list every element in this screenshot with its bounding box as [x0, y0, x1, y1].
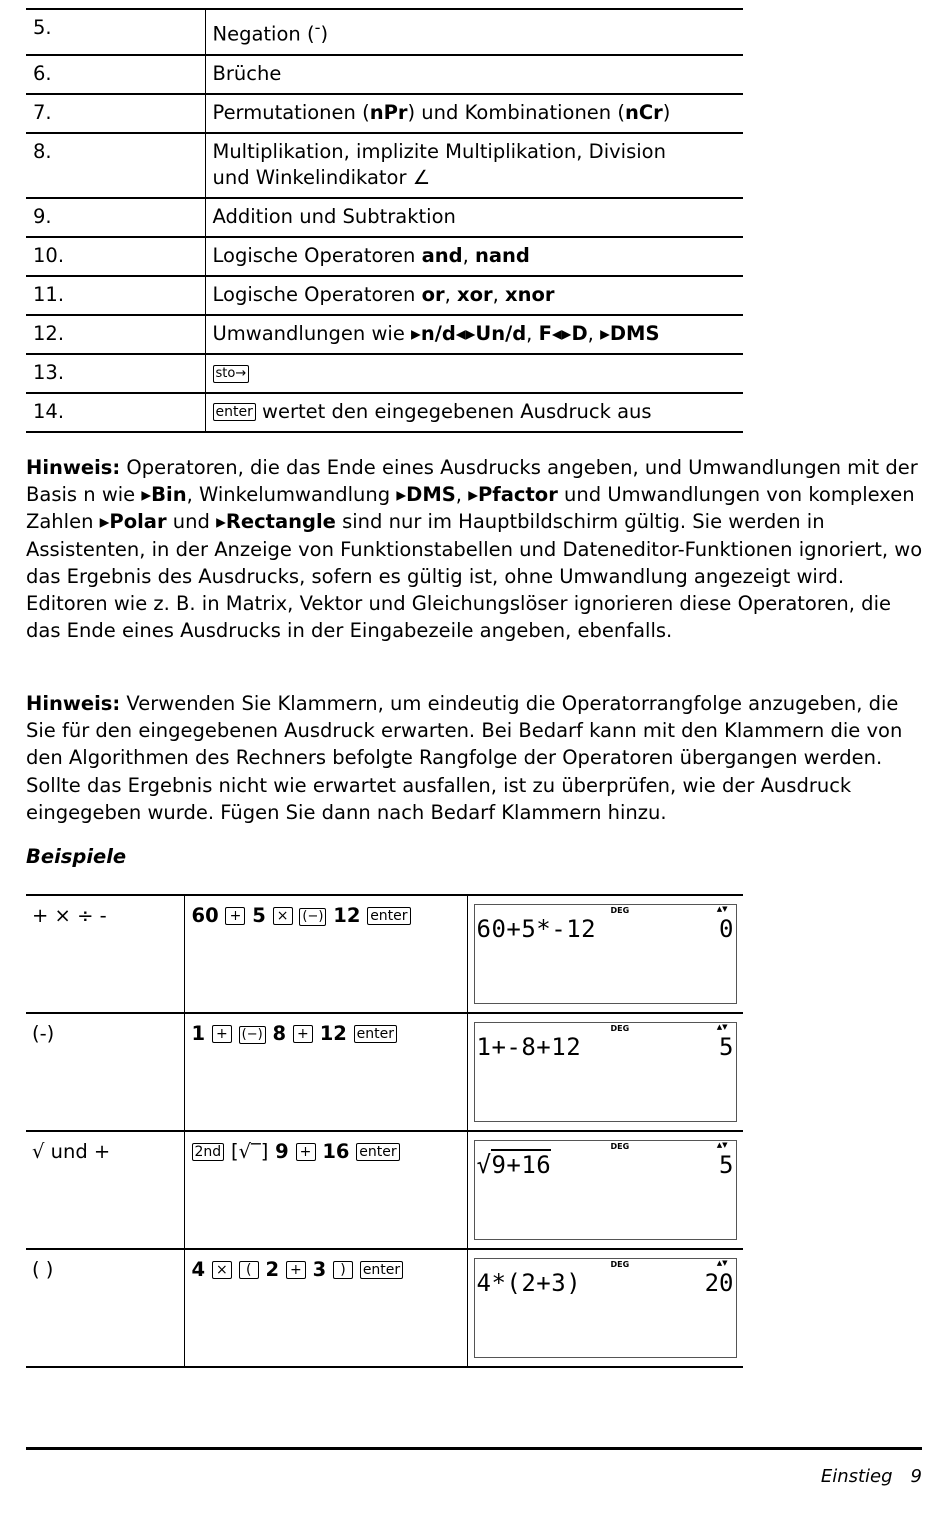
page-footer	[821, 1466, 922, 1487]
operator-name: ▸Pfactor	[468, 483, 558, 507]
keystroke-number: 2	[265, 1258, 280, 1281]
operator-name: ▸Bin	[141, 483, 187, 507]
enter-key-icon: enter	[367, 907, 410, 925]
operator-cell: (-)	[26, 1013, 184, 1131]
angle-mode-indicator: DEG	[610, 1024, 630, 1033]
sqrt-key-icon: [√‾]	[230, 1140, 269, 1163]
operator-cell: + × ÷ -	[26, 895, 184, 1013]
row-number: 9.	[26, 198, 205, 237]
note-text: , Winkelumwandlung	[186, 483, 397, 507]
scroll-arrows-icon: ▲▼	[716, 1023, 728, 1031]
plus-key-icon: +	[212, 1025, 232, 1043]
screen-cell	[467, 1131, 743, 1249]
screen-expression: 4*(2+3)	[476, 1269, 582, 1297]
footer-section: Einstieg	[820, 1466, 893, 1487]
operator-name: F◂▸D	[538, 321, 588, 345]
row-number: 7.	[26, 94, 205, 133]
calculator-screen	[474, 1258, 737, 1358]
row-text: wertet den eingegebenen Ausdruck aus	[255, 399, 652, 423]
multiply-key-icon: ×	[212, 1261, 232, 1279]
row-text: Multiplikation, implizite Multiplikation, Division	[212, 139, 666, 163]
operator-name: ▸n/d◂▸Un/d	[411, 321, 527, 345]
enter-key-icon: enter	[354, 1025, 397, 1043]
keystrokes-cell	[184, 895, 467, 1013]
table-row	[26, 393, 743, 432]
open-paren-key-icon: (	[239, 1261, 259, 1279]
angle-mode-indicator: DEG	[610, 906, 630, 915]
screen-expression: 60+5*-12	[476, 915, 597, 943]
example-row	[26, 1131, 743, 1249]
screen-result: 0	[719, 915, 734, 943]
screen-cell	[467, 1249, 743, 1367]
row-number: 10.	[26, 237, 205, 276]
plus-key-icon: +	[293, 1025, 313, 1043]
row-description	[205, 9, 743, 55]
row-text: ,	[492, 282, 506, 306]
scroll-arrows-icon: ▲▼	[716, 1259, 728, 1267]
row-text: )	[320, 22, 329, 46]
plus-key-icon: +	[296, 1143, 316, 1161]
row-description	[205, 315, 743, 354]
calculator-screen	[474, 1022, 737, 1122]
note-text: Operatoren, die das Ende eines Ausdrucks angeben, und Umwandlungen mit der Basis n wie	[26, 456, 918, 507]
scroll-arrows-icon: ▲▼	[716, 905, 728, 913]
screen-result: 5	[719, 1151, 734, 1179]
operator-name: ▸DMS	[396, 483, 456, 507]
angle-mode-indicator: DEG	[610, 1142, 630, 1151]
screen-expression: 1+-8+12	[476, 1033, 582, 1061]
table-row	[26, 55, 743, 94]
table-row	[26, 315, 743, 354]
row-number: 13.	[26, 354, 205, 393]
calculator-screen	[474, 904, 737, 1004]
note-text: und	[166, 510, 217, 534]
row-description: Brüche	[205, 55, 743, 94]
operator-name: xnor	[505, 282, 555, 306]
row-text: )	[662, 100, 671, 124]
keystroke-number: 1	[191, 1022, 206, 1045]
screen-result: 20	[704, 1269, 734, 1297]
precedence-table	[26, 8, 743, 433]
plus-key-icon: +	[225, 907, 245, 925]
row-text: Umwandlungen wie	[212, 321, 412, 345]
operator-name: nand	[475, 243, 530, 267]
row-number: 6.	[26, 55, 205, 94]
keystroke-number: 9	[275, 1140, 289, 1163]
enter-key-icon: enter	[213, 403, 256, 421]
row-text: und Winkelindikator ∠	[212, 165, 431, 189]
negate-key-icon: (−)	[239, 1026, 266, 1044]
keystroke-number: 4	[191, 1258, 206, 1281]
sto-key-icon: sto→	[213, 365, 250, 383]
calculator-screen	[474, 1140, 737, 1240]
note-text: Verwenden Sie Klammern, um eindeutig die Operatorrangfolge anzugeben, die Sie für den eingegebenen Ausdruck erwarten. Bei Bedarf kann mit den Klammern die von den Algorithmen des Rechners befolgte Rangfolge der Operatoren übergangen werden. Sollte das Ergebnis nicht wie erwartet ausfallen, ist zu überprüfen, wie der Ausdruck eingegeben wurde. Fügen Sie dann nach Bedarf Klammern hinzu.	[26, 692, 903, 824]
operator-name: ▸Polar	[99, 510, 167, 534]
screen-expression	[477, 1151, 552, 1179]
keystrokes-cell	[184, 1013, 467, 1131]
negation-sign: -	[314, 18, 321, 37]
note-paragraph	[26, 454, 926, 644]
example-row	[26, 895, 743, 1013]
operator-name: and	[421, 243, 463, 267]
footer-divider	[26, 1447, 922, 1450]
enter-key-icon: enter	[356, 1143, 399, 1161]
operator-name: nPr	[369, 100, 408, 124]
radicand: 9+16	[491, 1151, 552, 1179]
note-text: ,	[455, 483, 469, 507]
operator-name: ▸DMS	[600, 321, 660, 345]
row-text: ,	[526, 321, 539, 345]
scroll-arrows-icon: ▲▼	[716, 1141, 728, 1149]
row-description	[205, 94, 743, 133]
table-row	[26, 9, 743, 55]
examples-table	[26, 894, 743, 1368]
operator-name: nCr	[624, 100, 663, 124]
row-description	[205, 237, 743, 276]
enter-key-icon: enter	[360, 1261, 403, 1279]
table-row	[26, 276, 743, 315]
row-text: Logische Operatoren	[212, 282, 422, 306]
keystroke-number: 60	[191, 904, 219, 927]
row-description	[205, 133, 743, 198]
row-text: ,	[587, 321, 601, 345]
row-description	[205, 354, 743, 393]
table-row	[26, 237, 743, 276]
note-label: Hinweis:	[26, 456, 121, 479]
note-text: und Umwandlungen von komplexen Zahlen	[26, 483, 915, 534]
operator-name: ▸Rectangle	[216, 510, 336, 534]
row-text: ,	[444, 282, 458, 306]
operator-name: xor	[457, 282, 493, 306]
radical-sign: √	[476, 1151, 492, 1179]
row-text: ) und Kombinationen (	[407, 100, 625, 124]
operator-name: or	[421, 282, 445, 306]
angle-mode-indicator: DEG	[610, 1260, 630, 1269]
row-text: Logische Operatoren	[212, 243, 422, 267]
row-description	[205, 276, 743, 315]
row-text: Permutationen (	[212, 100, 370, 124]
plus-key-icon: +	[286, 1261, 306, 1279]
row-number: 12.	[26, 315, 205, 354]
screen-cell	[467, 895, 743, 1013]
table-row	[26, 198, 743, 237]
screen-result: 5	[719, 1033, 734, 1061]
note-text: sind nur im Hauptbildschirm gültig. Sie werden in Assistenten, in der Anzeige von Funktionstabellen und Dateneditor-Funktionen ignoriert, wo das Ergebnis des Ausdrucks, sofern es gültig ist, ohne Umwandlung angezeigt wird. Editoren wie z. B. in Matrix, Vektor und Gleichungslöser ignorieren diese Operatoren, die das Ende eines Ausdrucks in der Eingabezeile angeben, ebenfalls.	[26, 510, 923, 643]
keystroke-number: 3	[312, 1258, 327, 1281]
table-row	[26, 354, 743, 393]
row-number: 8.	[26, 133, 205, 198]
row-number: 11.	[26, 276, 205, 315]
row-text: ,	[462, 243, 475, 267]
keystroke-number: 12	[319, 1022, 347, 1045]
note-label: Hinweis:	[26, 692, 121, 715]
row-description: Addition und Subtraktion	[205, 198, 743, 237]
multiply-key-icon: ×	[273, 907, 293, 925]
keystroke-number: 8	[272, 1022, 287, 1045]
keystroke-number: 12	[333, 904, 361, 927]
table-row	[26, 94, 743, 133]
row-number: 14.	[26, 393, 205, 432]
row-description	[205, 393, 743, 432]
second-key-icon: 2nd	[192, 1143, 225, 1161]
keystrokes-cell	[184, 1249, 467, 1367]
row-text: Negation (	[212, 22, 315, 46]
examples-heading: Beispiele	[26, 845, 127, 868]
operator-cell: √ und +	[26, 1131, 184, 1249]
keystroke-number: 5	[252, 904, 266, 927]
table-row	[26, 133, 743, 198]
keystrokes-cell	[184, 1131, 467, 1249]
example-row	[26, 1249, 743, 1367]
close-paren-key-icon: )	[333, 1261, 353, 1279]
screen-cell	[467, 1013, 743, 1131]
example-row	[26, 1013, 743, 1131]
row-number: 5.	[26, 9, 205, 55]
keystroke-number: 16	[322, 1140, 350, 1163]
page-number: 9	[910, 1466, 922, 1487]
negate-key-icon: (−)	[299, 908, 326, 926]
operator-cell: ( )	[26, 1249, 184, 1367]
note-paragraph	[26, 690, 926, 826]
